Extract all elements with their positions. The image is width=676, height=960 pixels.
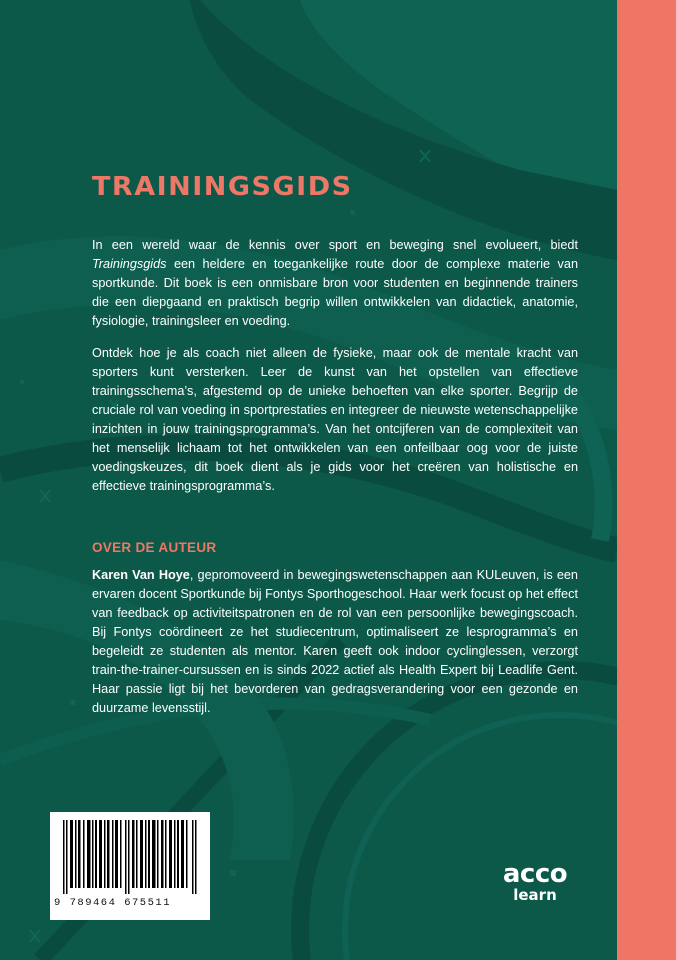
publisher-logo (490, 859, 580, 904)
publisher-logo-learn: learn (513, 886, 557, 904)
book-title: TRAININGSGIDS (92, 172, 353, 202)
isbn-number: 9 789464 675511 (54, 897, 172, 909)
intro-paragraph-1 (92, 236, 578, 343)
intro-text-continued: een heldere en toegankelijke route door de complexe materie van sportkunde. Dit boek is een onmisbare bron voor studenten en beginnende trainers die een diepgaand en praktisch begrip willen ontwikkelen van didactiek, anatomie, fysiologie, trainingsleer en voeding. (92, 257, 578, 328)
barcode-graphic (63, 820, 197, 894)
author-bio-text: , gepromoveerd in bewegingswetenschappen aan KULeuven, is een ervaren docent Sportkunde bij Fontys Sporthogeschool. Haar werk focust op het effect van feedback op activiteitspatronen en de rol van een persoonlijke bewegingscoach. Bij Fontys coördineert ze het studiecentrum, optimaliseert ze lesprogramma’s en begeleidt ze studenten als mentor. Karen geeft ook indoor cyclinglessen, verzorgt train-the-trainer-cursussen en is sinds 2022 actief als Health Expert bij Leadlife Gent. Haar passie ligt bij het bevorderen van gedragsverandering voor een gezonde en duurzame levensstijl. (92, 568, 578, 715)
intro-paragraph-2-text: Ontdek hoe je als coach niet alleen de fysieke, maar ook de mentale kracht van sporters kunt versterken. Leer de kunst van het opstellen van effectieve trainingsschema’s, afgestemd op de unieke behoeften van elke sporter. Begrijp de cruciale rol van voeding in sportprestaties en integreer de nieuwste wetenschappelijke inzichten in jouw trainingsprogramma’s. Van het ontcijferen van de complexiteit van het menselijk lichaam tot het ontwikkelen van een onfeilbaar oog voor de juiste voedingskeuzes, dit boek dient als je gids voor het creëren van holistische en effectieve trainingsprogramma’s. (92, 346, 578, 493)
intro-paragraph-2 (92, 344, 578, 508)
author-name: Karen Van Hoye (92, 568, 190, 582)
isbn-barcode (50, 812, 210, 920)
author-heading: OVER DE AUTEUR (92, 540, 217, 555)
intro-title-emphasis: Trainingsgids (92, 257, 167, 271)
publisher-logo-acco: acco (502, 859, 568, 889)
intro-text: In een wereld waar de kennis over sport en beweging snel evolueert, biedt (92, 238, 578, 252)
spine-strip (617, 0, 676, 960)
author-bio (92, 566, 578, 730)
